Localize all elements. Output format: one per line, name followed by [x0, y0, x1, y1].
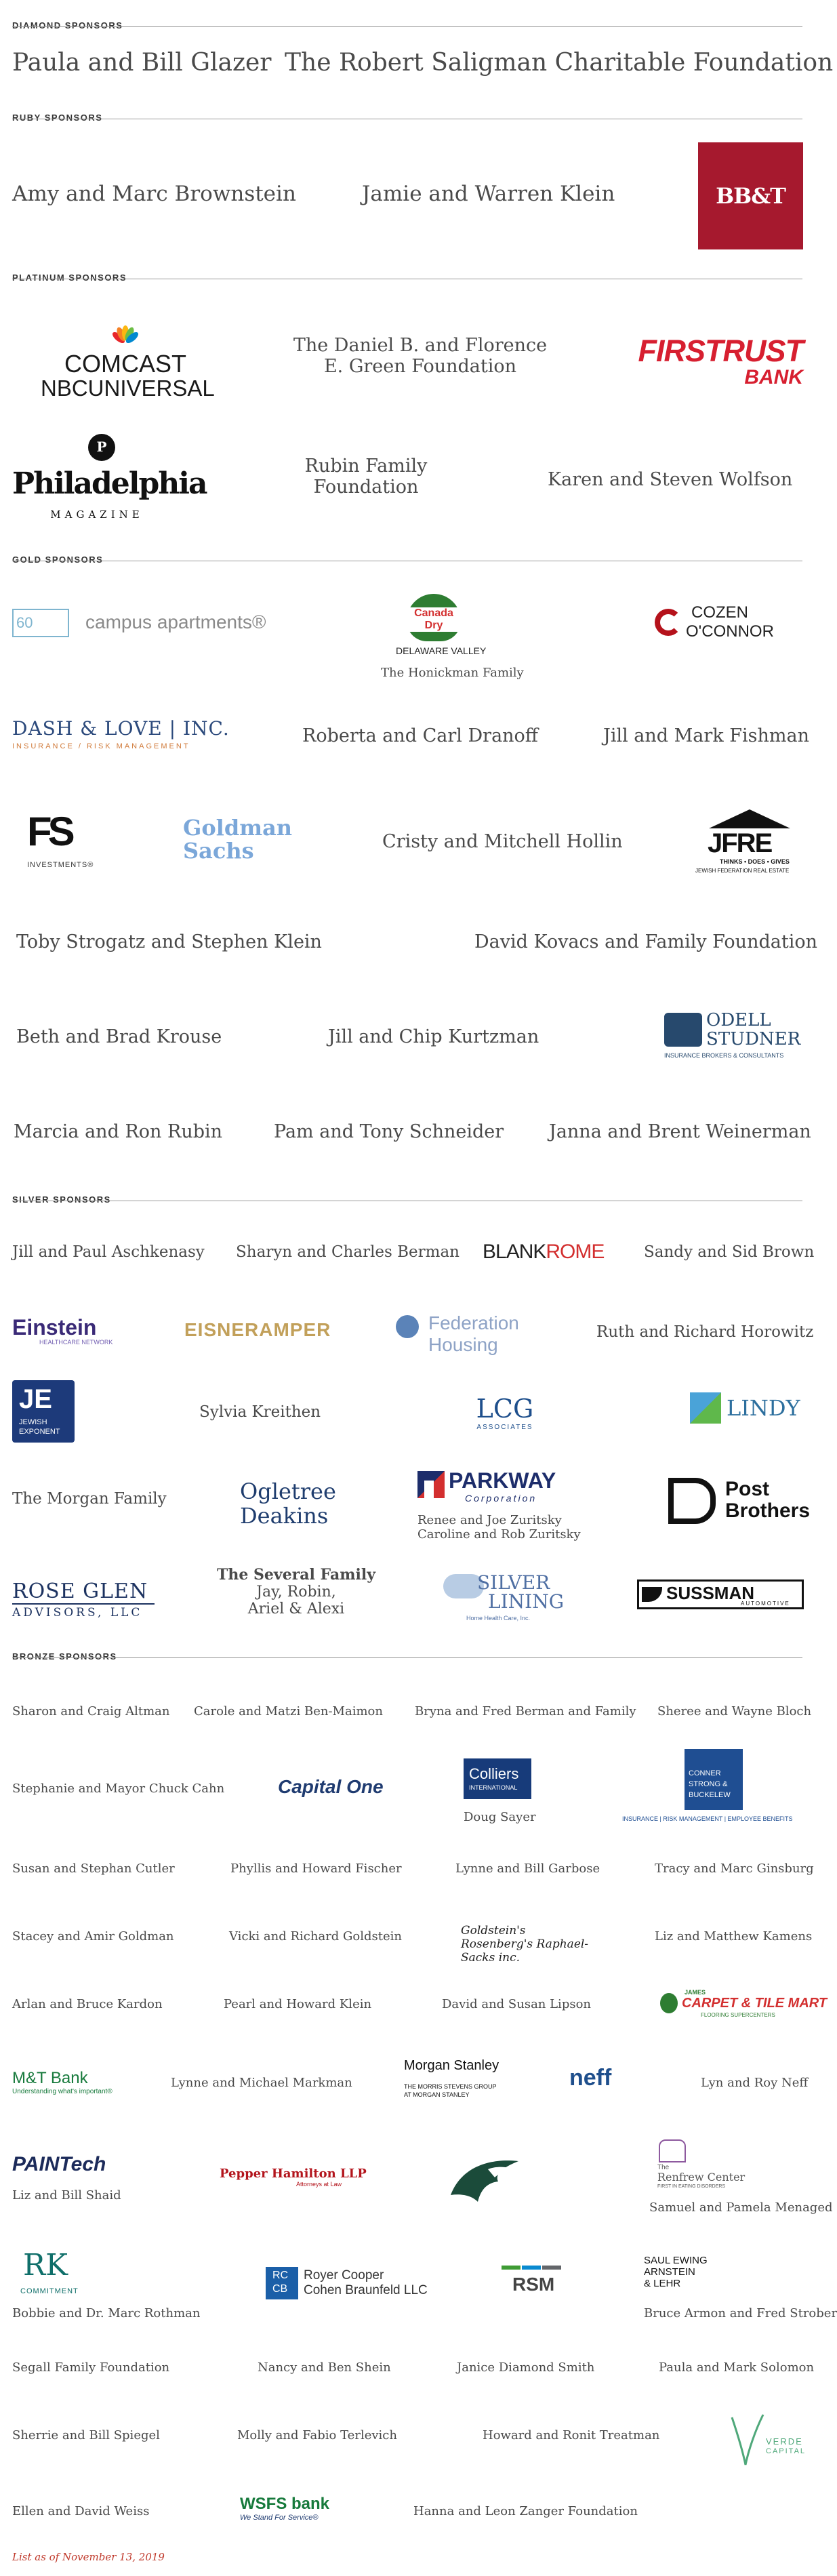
mt-bank-sub: Understanding what's important® — [12, 2088, 113, 2095]
sponsor-name: Stephanie and Mayor Chuck Cahn — [12, 1782, 225, 1796]
delaware-valley-text: DELAWARE VALLEY — [396, 645, 487, 656]
sponsor-name: Sharon and Craig Altman — [12, 1704, 170, 1718]
firstrust-logo — [637, 334, 803, 389]
sponsor-name-line: E. Green Foundation — [323, 356, 517, 377]
sponsor-name: Sheree and Wayne Bloch — [657, 1704, 812, 1718]
mt-bank-logo — [12, 2069, 148, 2095]
tier-header-gold — [12, 555, 802, 564]
sponsor-name: Beth and Brad Krouse — [16, 1026, 222, 1047]
sponsor-name: Ruth and Richard Horowitz — [596, 1323, 814, 1341]
sponsor-name-line: The Several Family — [217, 1566, 375, 1584]
sponsor-name: Doug Sayer — [464, 1810, 536, 1824]
sponsor-name-line: Ariel & Alexi — [247, 1601, 345, 1617]
sponsor-name: Molly and Fabio Terlevich — [237, 2428, 397, 2442]
sponsor-name — [271, 335, 569, 377]
tier-header-diamond — [12, 20, 802, 30]
post-brothers-logo — [668, 1474, 811, 1528]
renfrew-the: The — [657, 2164, 670, 2171]
nbcuniversal-text: NBCUNIVERSAL — [41, 376, 215, 401]
cozen-text: COZEN — [691, 603, 748, 622]
sponsor-name-line: Caroline and Rob Zuritsky — [417, 1527, 581, 1542]
firstrust-text: FIRSTRUST — [638, 334, 803, 368]
sponsor-name: Lynne and Michael Markman — [171, 2076, 352, 2090]
sponsor-name: Karen and Steven Wolfson — [548, 469, 793, 490]
sponsor-name: The Morgan Family — [12, 1490, 167, 1508]
fs-text: FS — [27, 809, 71, 854]
sponsor-name: Sherrie and Bill Spiegel — [12, 2428, 160, 2442]
eagles-logo — [447, 2154, 522, 2206]
tier-label: PLATINUM SPONSORS — [12, 273, 131, 283]
sponsor-name: Liz and Bill Shaid — [12, 2188, 121, 2202]
comcast-text: COMCAST — [64, 350, 186, 378]
sponsor-name-line: Jay, Robin, — [256, 1584, 336, 1601]
sponsor-name-line: Rubin Family — [304, 456, 428, 477]
housing-text: Housing — [428, 1334, 498, 1355]
sussman-text: SUSSMAN — [666, 1583, 755, 1603]
investments-text: INVESTMENTS® — [27, 861, 94, 869]
tier-header-bronze — [12, 1651, 802, 1661]
p-letter: P — [96, 439, 107, 455]
lehr-text: & LEHR — [644, 2278, 681, 2289]
tier-label: BRONZE SPONSORS — [12, 1651, 121, 1662]
tier-header-silver — [12, 1194, 802, 1204]
wsfs-sub: We Stand For Service® — [240, 2514, 319, 2522]
sponsor-name — [417, 1513, 581, 1542]
blank-text: BLANK — [483, 1241, 546, 1263]
bbt-logo-text: BB&T — [716, 183, 785, 209]
colliers-logo — [464, 1758, 531, 1799]
buckelew-text: BUCKELEW — [689, 1791, 731, 1799]
footnote: List as of November 13, 2019 — [12, 2551, 165, 2563]
renfrew-center-logo — [649, 2139, 758, 2187]
wsfs-text: WSFS bank — [240, 2495, 330, 2513]
campus-text: campus apartments® — [85, 611, 266, 632]
conner-box — [685, 1749, 743, 1810]
sponsor-name: Hanna and Leon Zanger Foundation — [413, 2504, 638, 2518]
sponsor-name: Ellen and David Weiss — [12, 2504, 150, 2518]
rcb-text-2: CB — [272, 2283, 288, 2295]
odell-text: ODELL — [706, 1010, 771, 1030]
sponsor-name: Toby Strogatz and Stephen Klein — [16, 931, 322, 952]
eisneramper-logo: EISNERAMPER — [184, 1319, 331, 1340]
sponsor-name: Lyn and Roy Neff — [701, 2076, 809, 2090]
bank-text: BANK — [744, 366, 803, 388]
magazine-text: MAGAZINE — [50, 508, 144, 521]
capital-text: CAPITAL — [766, 2447, 807, 2455]
rcb-text-1: RC — [272, 2270, 289, 2281]
sponsor-name: Howard and Ronit Treatman — [483, 2428, 660, 2442]
verde-mark-icon — [725, 2411, 766, 2468]
rsm-text: RSM — [512, 2274, 555, 2295]
eagle-head-icon — [447, 2154, 522, 2206]
lining-text: LINING — [488, 1590, 565, 1613]
sponsor-name: Pearl and Howard Klein — [224, 1997, 372, 2011]
sponsor-name: Cristy and Mitchell Hollin — [382, 831, 623, 852]
blank-rome-logo — [483, 1241, 604, 1264]
goldman-sachs-logo — [183, 816, 298, 862]
parkway-flag-icon — [417, 1471, 445, 1498]
renfrew-house-icon — [659, 2139, 686, 2162]
automotive-text: AUTOMOTIVE — [741, 1601, 790, 1607]
sponsor-name: Lynne and Bill Garbose — [455, 1861, 600, 1876]
neff-logo: neff — [569, 2065, 612, 2091]
odell-studner-logo — [664, 1010, 803, 1064]
crest-icon — [407, 594, 461, 641]
sponsor-name: Jamie and Warren Klein — [362, 182, 615, 206]
saul-ewing-logo — [644, 2255, 739, 2289]
tier-label: GOLD SPONSORS — [12, 555, 107, 565]
peacock-icon — [112, 327, 139, 347]
tier-label: DIAMOND SPONSORS — [12, 20, 127, 31]
odell-sub: INSURANCE BROKERS & CONSULTANTS — [664, 1052, 784, 1059]
sussman-logo — [637, 1579, 804, 1609]
lindy-logo — [690, 1392, 804, 1426]
canada-dry-logo — [396, 591, 487, 659]
exponent-text: EXPONENT — [19, 1428, 60, 1436]
silver-lining-logo — [443, 1570, 565, 1624]
sponsor-name: The Honickman Family — [381, 666, 524, 680]
sponsor-name: Sharyn and Charles Berman — [236, 1243, 460, 1261]
conner-strong-logo — [622, 1749, 805, 1824]
sponsor-name: David and Susan Lipson — [442, 1997, 592, 2011]
cozen-oconnor-logo — [655, 602, 804, 643]
sponsor-name: Arlan and Bruce Kardon — [12, 1997, 163, 2011]
divider — [12, 1657, 802, 1658]
rsm-bars-icon — [502, 2266, 563, 2272]
oconnor-text: O'CONNOR — [686, 622, 774, 641]
rsm-logo — [502, 2266, 563, 2299]
sponsor-name: Stacey and Amir Goldman — [12, 1929, 174, 1944]
dash-love-sub: INSURANCE / RISK MANAGEMENT — [12, 742, 190, 750]
capital-one-logo: Capital One — [278, 1776, 384, 1797]
jfre-logo — [695, 809, 804, 877]
sponsor-name: Pam and Tony Schneider — [274, 1121, 504, 1142]
sponsor-name — [211, 1566, 381, 1617]
royer-cooper-logo — [266, 2267, 442, 2301]
studner-text: STUDNER — [706, 1029, 801, 1049]
parkway-logo — [417, 1468, 567, 1504]
colliers-sub: INTERNATIONAL — [469, 1784, 518, 1791]
sachs-text: Sachs — [183, 838, 254, 864]
sponsor-name-line: Renee and Joe Zuritsky — [417, 1513, 562, 1527]
silver-lining-sub: Home Health Care, Inc. — [466, 1615, 531, 1622]
jewish-exponent-logo — [12, 1380, 75, 1443]
philadelphia-magazine-logo — [12, 434, 207, 529]
morgan-stanley-logo — [404, 2058, 539, 2098]
sponsor-name: Paula and Bill Glazer — [12, 49, 272, 77]
silver-text: SILVER — [477, 1571, 550, 1594]
campus-60-text: 60 — [16, 614, 33, 631]
sponsor-name: David Kovacs and Family Foundation — [474, 931, 817, 952]
sponsor-name: Janice Diamond Smith — [457, 2360, 595, 2375]
campus-apartments-logo — [12, 609, 283, 637]
sponsor-name: Liz and Matthew Kamens — [655, 1929, 813, 1944]
carpet-sub: FLOORING SUPERCENTERS — [701, 2012, 775, 2018]
comcast-logo — [41, 327, 215, 401]
einstein-logo — [12, 1315, 148, 1346]
sponsor-name: Samuel and Pamela Menaged — [649, 2200, 833, 2215]
goldsteins-logo: Goldstein's Rosenberg's Raphael-Sacks inc. — [461, 1924, 589, 1965]
swoosh-icon — [642, 1587, 662, 1602]
paintech-logo: PAINTech — [12, 2153, 106, 2175]
philadelphia-text: Philadelphia — [12, 466, 207, 501]
sponsor-name: Janna and Brent Weinerman — [549, 1121, 811, 1142]
sponsor-name-line: Foundation — [313, 477, 419, 498]
os-monogram-icon — [664, 1013, 702, 1047]
sponsor-name-line: The Daniel B. and Florence — [293, 335, 548, 356]
ogletree-text: Ogletree — [240, 1478, 336, 1504]
sponsor-name: Tracy and Marc Ginsburg — [655, 1861, 814, 1876]
james-text: JAMES — [685, 1989, 706, 1996]
ogletree-deakins-logo — [240, 1479, 342, 1528]
arnstein-text: ARNSTEIN — [644, 2266, 695, 2278]
carpet-tile-mart-logo — [660, 1989, 828, 2019]
jewish-text: JEWISH — [19, 1418, 47, 1426]
sponsor-name: Segall Family Foundation — [12, 2360, 170, 2375]
pepper-text: Pepper Hamilton LLP — [220, 2167, 367, 2181]
lcg-sub: ASSOCIATES — [476, 1424, 533, 1431]
deakins-text: Deakins — [240, 1503, 329, 1529]
sponsor-name: Roberta and Carl Dranoff — [302, 725, 538, 746]
rose-glen-logo — [12, 1579, 155, 1619]
bbt-logo — [698, 142, 803, 249]
rose-glen-sub: ADVISORS, LLC — [12, 1606, 143, 1619]
pepper-sub: Attorneys at Law — [295, 2181, 342, 2188]
morgan-sub-2: AT MORGAN STANLEY — [404, 2091, 470, 2098]
royer-text: Royer Cooper — [304, 2268, 384, 2282]
sponsor-name: Sylvia Kreithen — [199, 1403, 321, 1421]
verde-capital-logo — [725, 2411, 807, 2468]
lcg-logo — [468, 1394, 542, 1431]
conner-text: CONNER — [689, 1769, 721, 1777]
federation-text: Federation — [428, 1312, 519, 1333]
carpet-text: CARPET & TILE MART — [682, 1996, 828, 2011]
sponsor-name: Phyllis and Howard Fischer — [230, 1861, 402, 1876]
lcg-text: LCG — [476, 1394, 534, 1424]
goldman-text: Goldman — [183, 815, 293, 841]
sponsor-name — [271, 456, 461, 498]
tier-label: SILVER SPONSORS — [12, 1194, 115, 1205]
renfrew-sub: FIRST IN EATING DISORDERS — [657, 2184, 726, 2189]
rk-sub: COMMITMENT — [20, 2287, 79, 2295]
carpet-roll-icon — [660, 1993, 678, 2013]
strong-text: STRONG & — [689, 1780, 728, 1788]
sponsor-name: Jill and Paul Aschkenasy — [12, 1243, 205, 1261]
einstein-sub: HEALTHCARE NETWORK — [39, 1339, 113, 1346]
pepper-hamilton-logo — [220, 2167, 367, 2188]
jfre-sub: JEWISH FEDERATION REAL ESTATE — [695, 868, 790, 874]
canada-text: Canada — [407, 607, 461, 620]
swirl-icon — [655, 609, 682, 636]
renfrew-text: Renfrew Center — [657, 2171, 746, 2183]
einstein-text: Einstein — [12, 1315, 97, 1340]
pb-monogram-icon — [668, 1478, 716, 1524]
sponsor-name: Susan and Stephan Cutler — [12, 1861, 175, 1876]
dash-love-text: DASH & LOVE | INC. — [12, 717, 230, 740]
saul-text: SAUL EWING — [644, 2255, 708, 2266]
cohen-text: Cohen Braunfeld LLC — [304, 2283, 428, 2297]
sponsor-name: Vicki and Richard Goldstein — [229, 1929, 403, 1944]
sponsor-name: Amy and Marc Brownstein — [12, 182, 296, 206]
rk-commitment-logo — [20, 2248, 95, 2295]
sponsor-name: Jill and Mark Fishman — [603, 725, 809, 746]
morgan-stanley-text: Morgan Stanley — [404, 2058, 499, 2073]
sponsor-name: The Robert Saligman Charitable Foundation — [285, 49, 834, 77]
house-roof-icon — [709, 809, 790, 830]
post-text: Post — [725, 1478, 770, 1500]
rose-glen-text: ROSE GLEN — [12, 1579, 155, 1605]
sponsor-name: Bryna and Fred Berman and Family — [415, 1704, 636, 1718]
jfre-text: JFRE — [708, 828, 772, 858]
sponsor-name: Bobbie and Dr. Marc Rothman — [12, 2306, 201, 2320]
je-text: JE — [19, 1384, 52, 1414]
sponsor-name: Sandy and Sid Brown — [644, 1243, 815, 1261]
tier-label: RUBY SPONSORS — [12, 113, 106, 123]
p-circle-icon — [88, 434, 115, 461]
campus-badge — [12, 609, 69, 637]
jfre-tagline: THINKS • DOES • GIVES — [720, 858, 790, 865]
tier-header-platinum — [12, 273, 802, 282]
mt-bank-text: M&T Bank — [12, 2069, 88, 2087]
parkway-text: PARKWAY — [449, 1468, 556, 1493]
federation-housing-logo — [396, 1312, 531, 1360]
conner-sub: INSURANCE | RISK MANAGEMENT | EMPLOYEE BENEFITS — [622, 1815, 793, 1822]
sponsor-name: Nancy and Ben Shein — [258, 2360, 391, 2375]
colliers-text: Colliers — [469, 1765, 519, 1782]
sponsor-name: Bruce Armon and Fred Strober — [644, 2306, 837, 2320]
flower-icon — [396, 1315, 419, 1338]
sponsor-name: Marcia and Ron Rubin — [14, 1121, 223, 1142]
rome-text: ROME — [546, 1241, 605, 1263]
corporation-text: Corporation — [465, 1493, 537, 1504]
wsfs-bank-logo — [240, 2495, 348, 2522]
brothers-text: Brothers — [725, 1500, 811, 1522]
fs-investments-logo — [27, 808, 95, 872]
morgan-sub-1: THE MORRIS STEVENS GROUP — [404, 2083, 497, 2090]
verde-text: VERDE — [766, 2436, 803, 2447]
sponsor-name: Carole and Matzi Ben-Maimon — [194, 1704, 383, 1718]
sponsor-name: Jill and Chip Kurtzman — [328, 1026, 539, 1047]
divider — [12, 26, 802, 27]
tier-header-ruby — [12, 113, 802, 122]
sponsor-name: Paula and Mark Solomon — [659, 2360, 815, 2375]
dash-love-logo — [12, 717, 243, 750]
dry-text: Dry — [407, 620, 461, 632]
rk-text: RK — [23, 2248, 68, 2282]
lindy-text: LINDY — [727, 1395, 800, 1421]
lindy-mark-icon — [690, 1392, 721, 1424]
rccb-icon — [266, 2267, 298, 2299]
